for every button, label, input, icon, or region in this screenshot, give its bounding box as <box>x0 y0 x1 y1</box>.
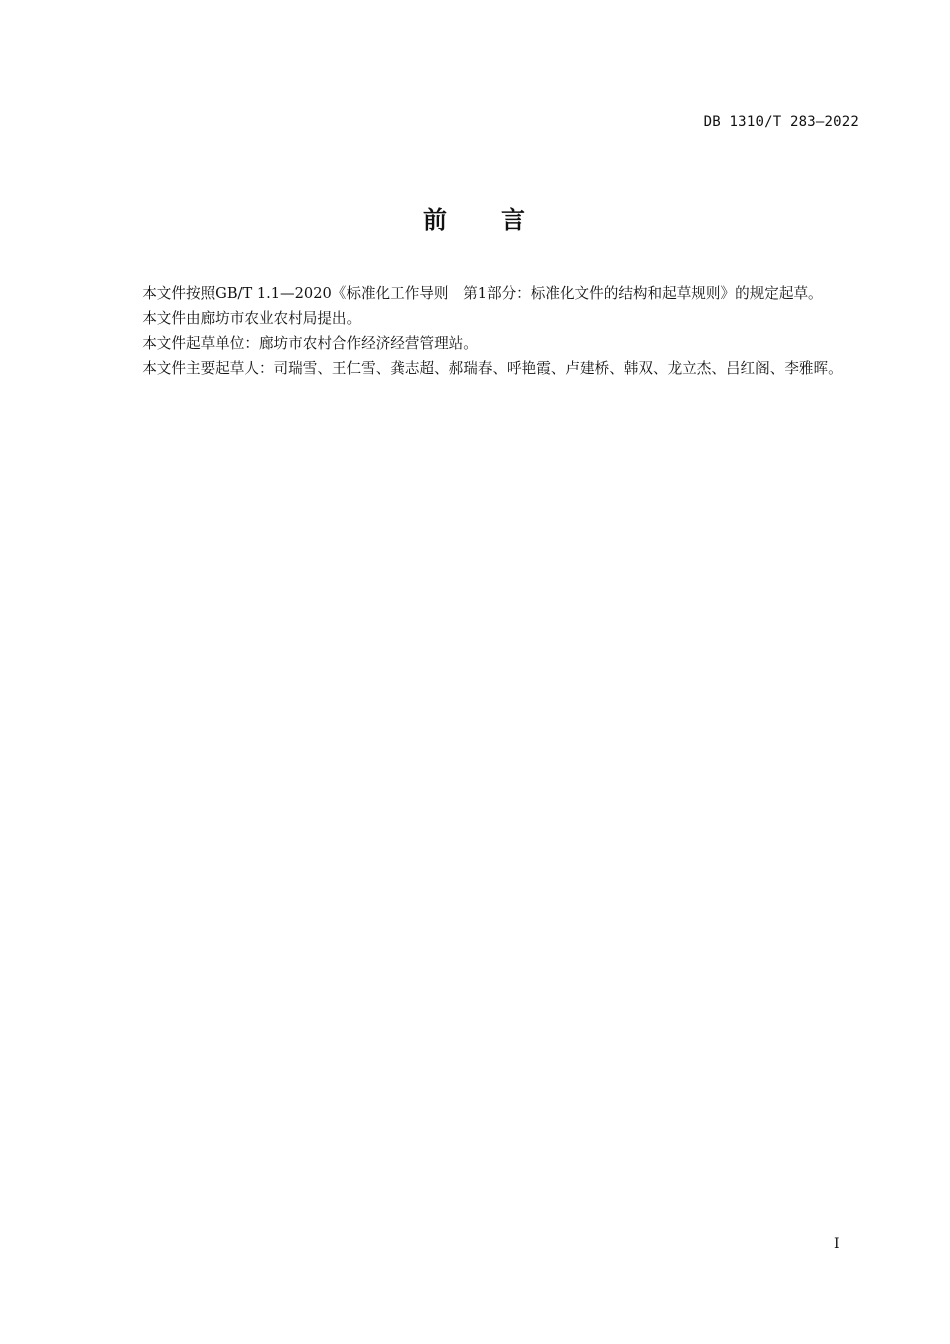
page-number: I <box>834 1236 840 1252</box>
page-title: 前 言 <box>423 206 527 234</box>
paragraph-drafting-unit: 本文件起草单位：廊坊市农村合作经济经营管理站。 <box>142 335 478 352</box>
paragraph-drafting-rules: 本文件按照GB/T 1.1—2020《标准化工作导则 第1部分：标准化文件的结构和起草规则》的规定起草。 <box>142 285 823 302</box>
paragraph-drafters: 本文件主要起草人：司瑞雪、王仁雪、龚志超、郝瑞春、呼艳霞、卢建桥、韩双、龙立杰、吕红阁、李雅晖。 <box>142 360 843 377</box>
foreword-body <box>113 281 861 381</box>
standard-code: DB 1310/T 283—2022 <box>703 114 859 130</box>
paragraph-proposer: 本文件由廊坊市农业农村局提出。 <box>142 310 362 327</box>
